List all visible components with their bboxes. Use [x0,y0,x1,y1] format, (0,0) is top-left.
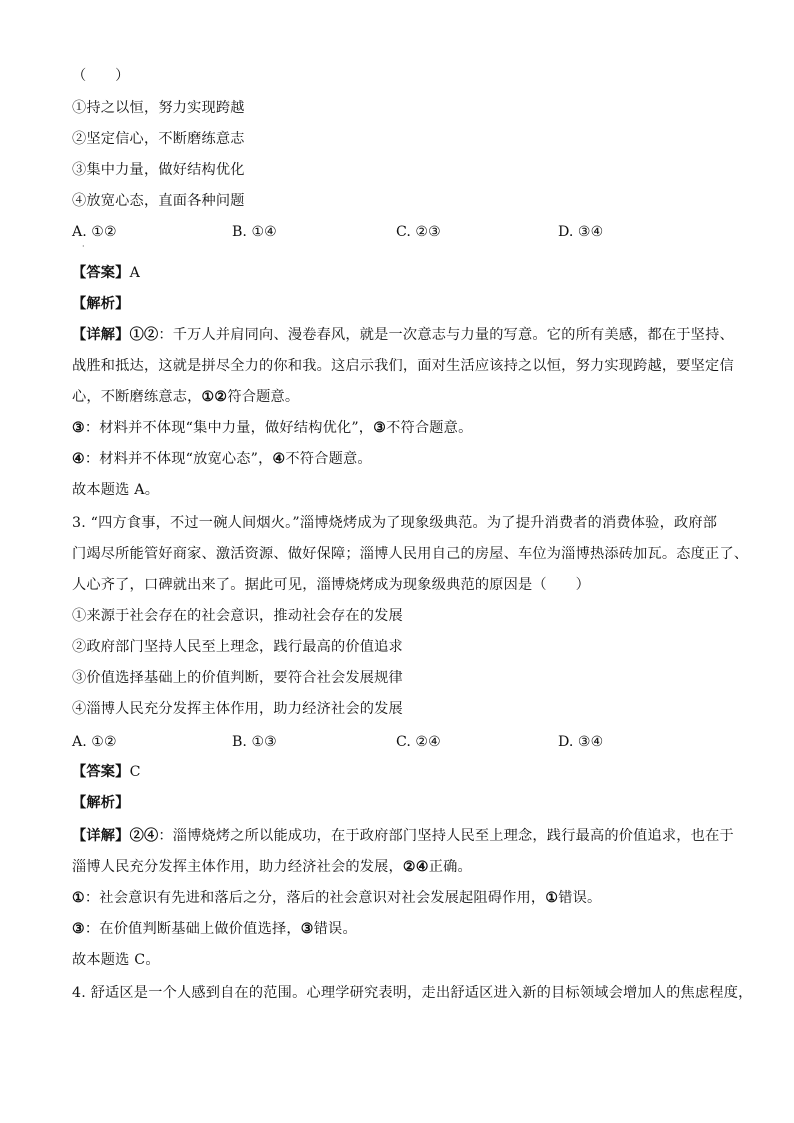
q2-option-b: B. ①④ [232,224,277,240]
note-bold: ③ [300,921,314,937]
note-text: ：材料并不体现“集中力量，做好结构优化”， [84,420,374,436]
q3-stem-line-1: 3. “四方食事，不过一碗人间烟火。”淄博烧烤成为了现象级典范。为了提升消费者的消费体验，政府部 [72,515,718,531]
q2-detail-line-2: 战胜和抵达，这就是拼尽全力的你和我。这启示我们，面对生活应该持之以恒，努力实现跨越，要坚定信 [72,358,734,374]
detail-label: 【详解】 [72,828,130,844]
detail-bold: ②④ [402,859,429,875]
q3-option-d: D. ③④ [558,734,604,750]
q3-conclusion: 故本题选 C。 [72,952,160,968]
note-lead: ④ [72,451,85,467]
note-lead: ① [72,890,85,906]
note-bold: ① [545,890,559,906]
note-lead: ③ [72,420,85,436]
q2-detail-line-1 [72,325,734,345]
q2-item-3: ③集中力量，做好结构优化 [72,162,245,178]
q3-stem-line-2: 门竭尽所能管好商家、激活资源、做好保障；淄博人民用自己的房屋、车位为淄博热添砖加瓦。态度正了、 [72,546,749,562]
q2-item-2: ②坚定信心，不断磨练意志 [72,131,245,147]
q3-item-4: ④淄博人民充分发挥主体作用，助力经济社会的发展 [72,701,403,717]
note-text: 不符合题意。 [386,420,473,436]
note-text: 错误。 [558,890,602,906]
detail-lead: ②④ [129,828,159,844]
q2-detail-line-3 [72,387,299,407]
note-bold: ④ [272,451,286,467]
q3-item-3: ③价值选择基础上的价值判断，要符合社会发展规律 [72,670,403,686]
stray-dot-mark: · [82,242,85,251]
detail-text: 符合题意。 [227,389,300,405]
note-text: 错误。 [313,921,357,937]
q2-note-3 [72,418,472,438]
q2-analysis-label: 【解析】 [72,296,130,312]
q2-item-1: ①持之以恒，努力实现跨越 [72,100,245,116]
detail-label: 【详解】 [72,327,130,343]
q3-analysis-label: 【解析】 [72,795,130,811]
q3-item-1: ①来源于社会存在的社会意识，推动社会存在的发展 [72,608,403,624]
q2-answer-bracket: （ ） [72,68,130,84]
q3-detail-line-2 [72,857,472,877]
q2-answer [72,263,140,283]
q2-option-a: A. ①② [72,224,117,240]
answer-label: 【答案】 [72,764,130,780]
detail-lead: ①② [129,327,159,343]
q2-item-4: ④放宽心态，直面各种问题 [72,193,245,209]
q2-note-4 [72,449,372,469]
q3-note-3 [72,919,357,939]
detail-text: 正确。 [428,859,472,875]
q3-note-1 [72,888,601,908]
q3-option-c: C. ②④ [396,734,441,750]
answer-value: A [129,265,141,281]
answer-label: 【答案】 [72,265,130,281]
detail-text: 心，不断磨练意志， [72,389,202,405]
detail-bold: ①② [201,389,228,405]
q2-option-c: C. ②③ [396,224,441,240]
q3-answer [72,762,141,782]
q3-stem-line-3: 人心齐了，口碑就出来了。据此可见，淄博烧烤成为现象级典范的原因是（ ） [72,577,590,593]
note-text: ：材料并不体现“放宽心态”， [84,451,273,467]
detail-text: ：千万人并肩同向、漫卷春风，就是一次意志与力量的写意。它的所有美感，都在于坚持、 [158,327,734,343]
note-lead: ③ [72,921,85,937]
q2-option-d: D. ③④ [558,224,604,240]
detail-text: 淄博人民充分发挥主体作用，助力经济社会的发展， [72,859,403,875]
note-text: 不符合题意。 [285,451,372,467]
q3-detail-line-1 [72,826,734,846]
detail-text: ：淄博烧烤之所以能成功，在于政府部门坚持人民至上理念，践行最高的价值追求，也在于 [158,828,734,844]
note-text: ：社会意识有先进和落后之分，落后的社会意识对社会发展起阻碍作用， [84,890,546,906]
note-text: ：在价值判断基础上做价值选择， [84,921,301,937]
q3-item-2: ②政府部门坚持人民至上理念，践行最高的价值追求 [72,639,403,655]
q4-stem-line-1: 4. 舒适区是一个人感到自在的范围。心理学研究表明，走出舒适区进入新的目标领域会增加人的焦虑程度， [72,985,753,1001]
note-bold: ③ [373,420,387,436]
q2-conclusion: 故本题选 A。 [72,482,160,498]
q3-option-b: B. ①③ [232,734,277,750]
answer-value: C [129,764,141,780]
q3-option-a: A. ①② [72,734,117,750]
